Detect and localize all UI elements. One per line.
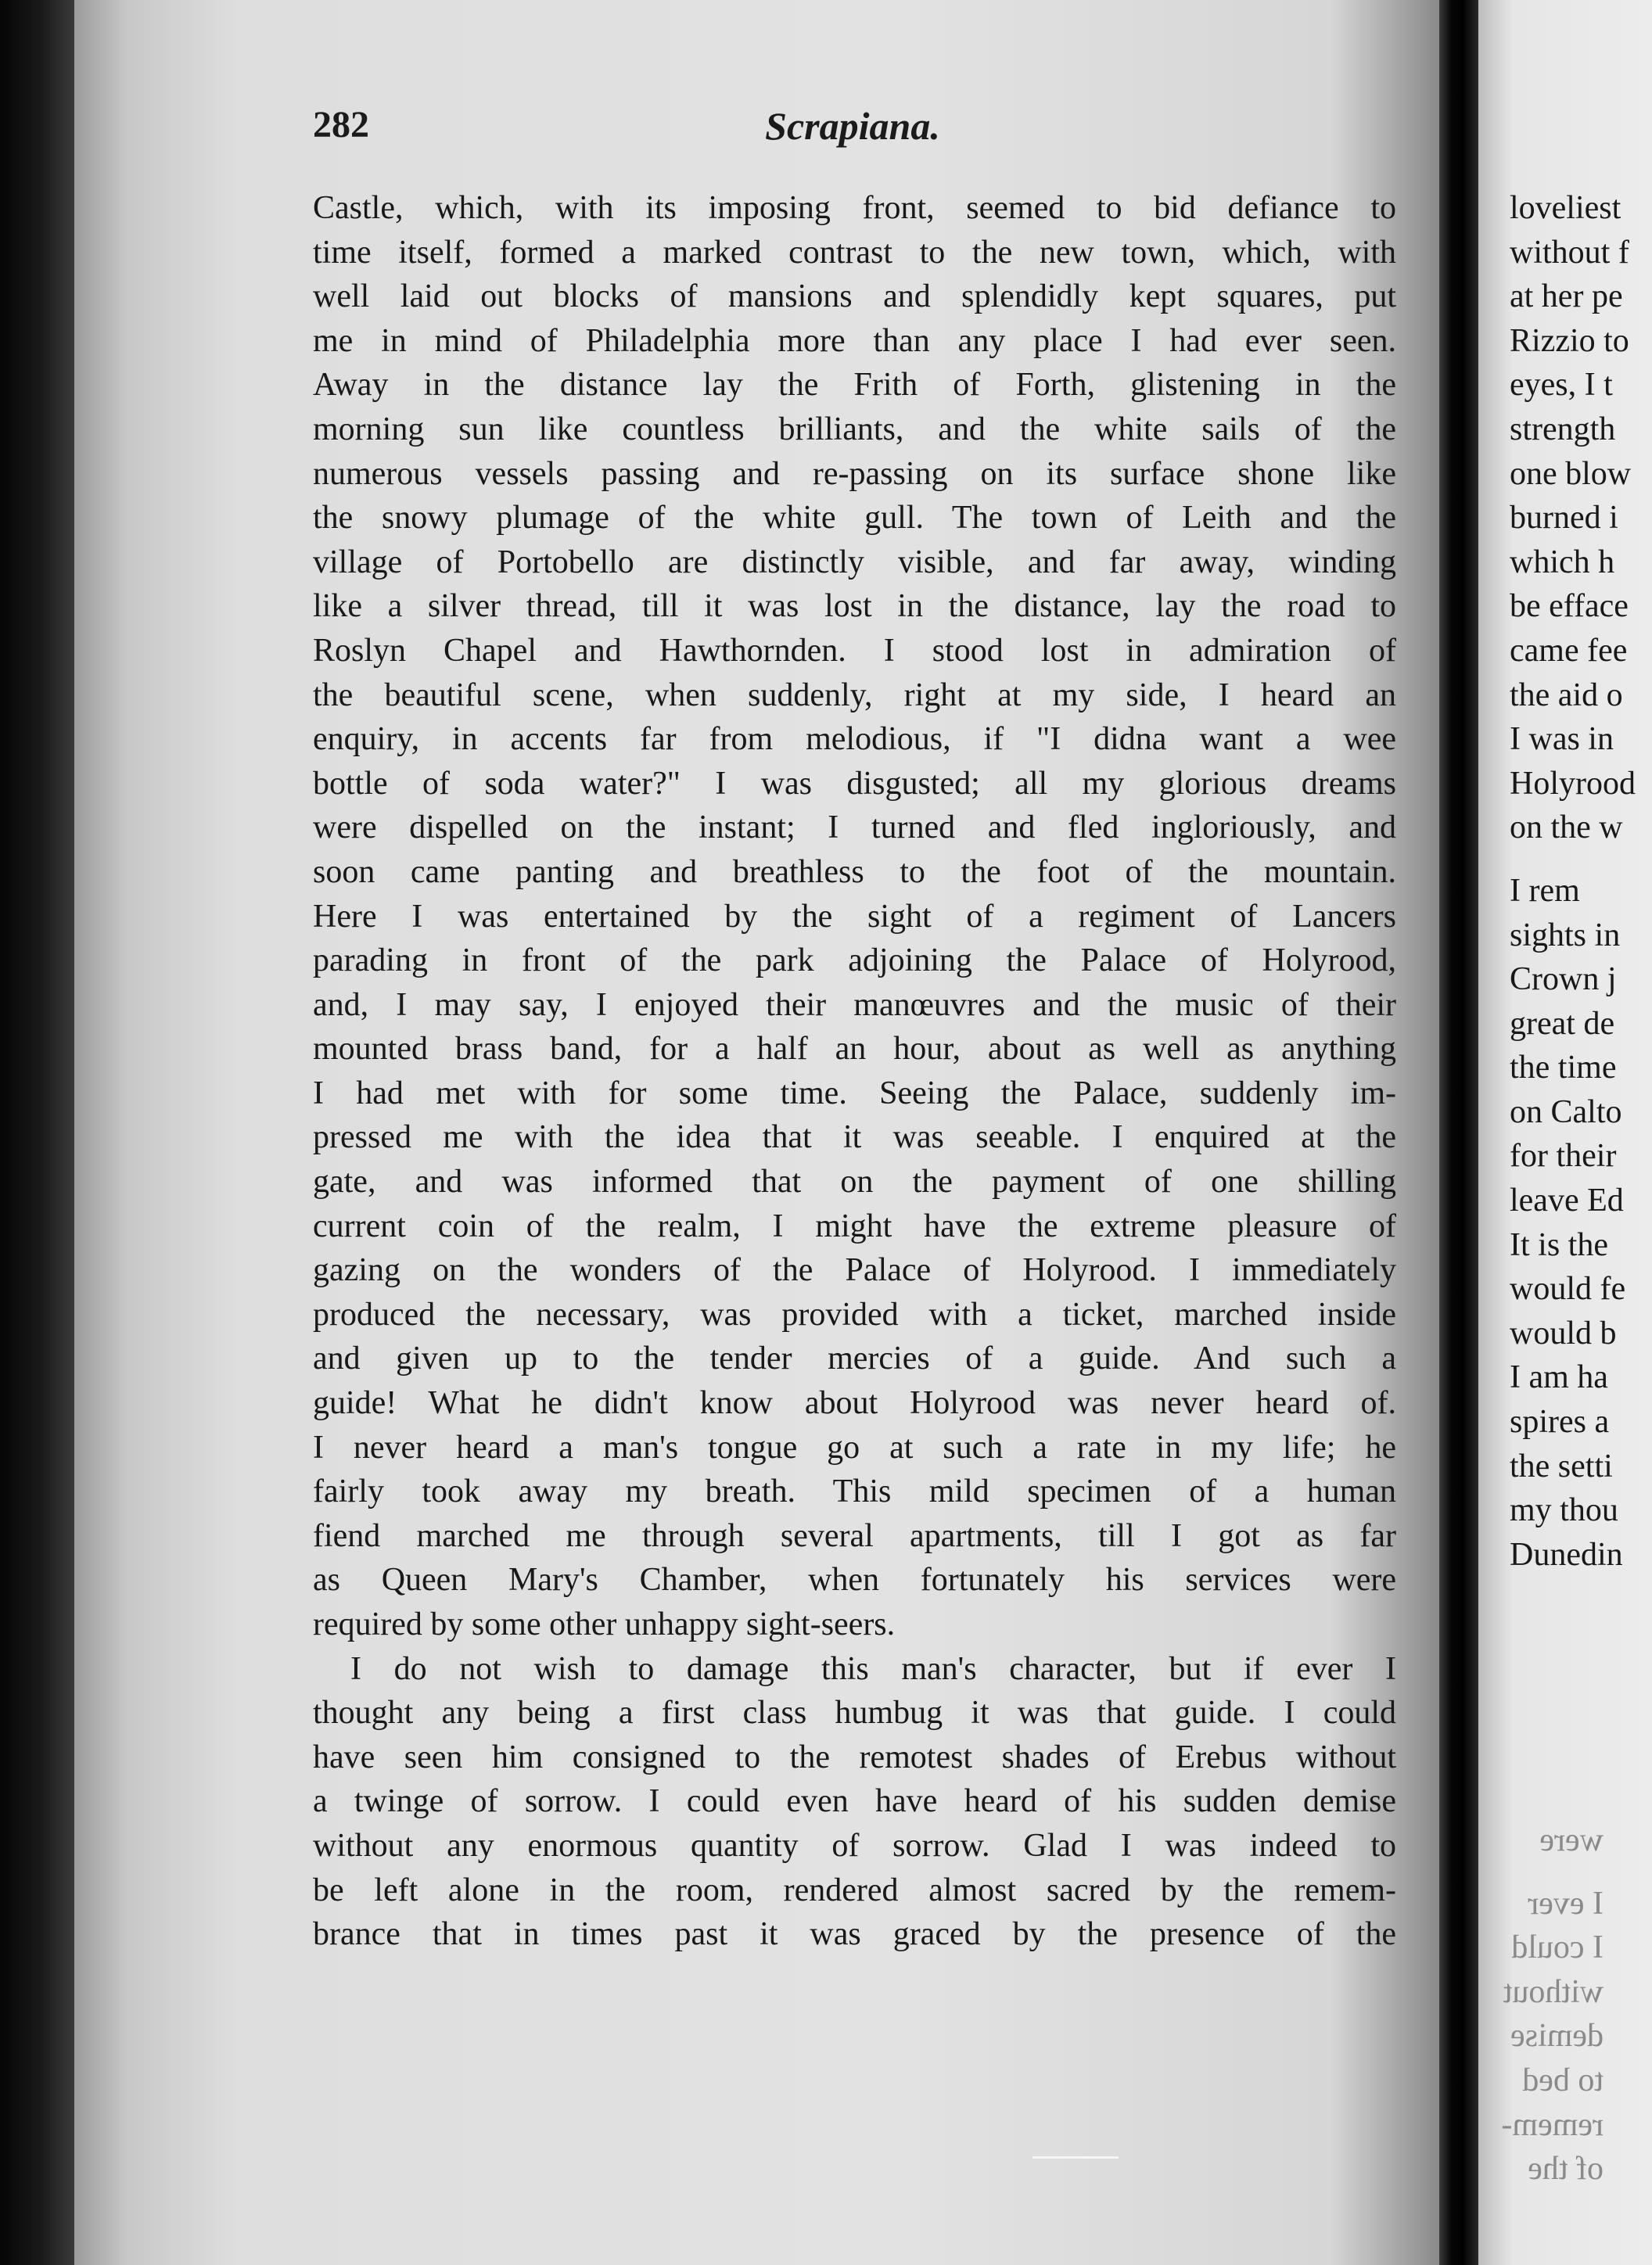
scan-left-edge [0,0,74,2265]
text-line: soon came panting and breathless to the foot of the mountain. [313,853,1396,890]
text-line: current coin of the realm, I might have the extreme pleasure of [313,1208,1396,1244]
text-line: Roslyn Chapel and Hawthornden. I stood lost in admiration of [313,632,1396,669]
text-line: numerous vessels passing and re-passing on its surface shone like [313,455,1396,492]
text-line: brance that in times past it was graced by the presence of the [313,1916,1396,1953]
text-line: on Calto [1510,1093,1622,1130]
text-line: I never heard a man's tongue go at such a rate in my life; he [313,1429,1396,1466]
text-line: burned i [1510,500,1618,537]
text-line: parading in front of the park adjoining the Palace of Holyrood, [313,942,1396,979]
text-line: on the w [1510,809,1623,846]
text-line: I had met with for some time. Seeing the Palace, suddenly im- [313,1075,1396,1111]
text-line: gazing on the wonders of the Palace of Holyrood. I immediately [313,1252,1396,1289]
text-line: and, I may say, I enjoyed their manœuvres and the music of their [313,986,1396,1023]
bleed-through-line: to bed [1522,2062,1604,2098]
text-line: produced the necessary, was provided with a ticket, marched inside [313,1296,1396,1333]
text-line: leave Ed [1510,1183,1624,1219]
running-title: Scrapiana. [765,104,940,148]
bleed-through-line: remem- [1501,2106,1604,2143]
paragraph-end-line: required by some other unhappy sight-seers. [313,1606,896,1642]
text-line: came fee [1510,632,1628,669]
text-line: were dispelled on the instant; I turned and fled ingloriously, and [313,809,1396,846]
text-line: have seen him consigned to the remotest shades of Erebus without [313,1739,1396,1775]
bleed-through-line: I ever [1528,1885,1604,1922]
text-line: village of Portobello are distinctly visible, and far away, winding [313,544,1396,580]
text-line: be left alone in the room, rendered almost sacred by the remem- [313,1872,1396,1908]
right-page [1478,0,1652,2265]
text-line: the setti [1510,1448,1613,1484]
text-line: fiend marched me through several apartments, till I got as far [313,1517,1396,1554]
text-line: fairly took away my breath. This mild specimen of a human [313,1474,1396,1510]
text-line: for their [1510,1138,1617,1175]
text-line: sights in [1510,917,1621,953]
text-line: be efface [1510,588,1629,625]
right-page-body [1510,186,1652,1577]
text-line: would fe [1510,1271,1626,1308]
bleed-through-line: I could [1511,1929,1604,1966]
text-line: Here I was entertained by the sight of a regiment of Lancers [313,898,1396,935]
text-line: bottle of soda water?" I was disgusted; all my glorious dreams [313,765,1396,802]
text-line: guide! What he didn't know about Holyrood was never heard of. [313,1385,1396,1422]
text-line: the time [1510,1050,1617,1086]
text-line: great de [1510,1005,1615,1042]
text-line: It is the [1510,1226,1608,1263]
page-header [313,103,1392,158]
text-line: my thou [1510,1492,1618,1529]
text-line: gate, and was informed that on the payment of one shilling [313,1164,1396,1201]
scan-artifact-mark [1032,2139,1119,2159]
text-line: enquiry, in accents far from melodious, if "I didna want a wee [313,721,1396,758]
book-gutter [1439,0,1478,2265]
text-line: which h [1510,544,1615,580]
text-line: one blow [1510,455,1632,492]
text-line: I was in [1510,721,1614,758]
text-line: eyes, I t [1510,367,1613,404]
text-line: mounted brass band, for a half an hour, about as well as anything [313,1031,1396,1068]
text-line: I am ha [1510,1359,1608,1396]
text-line: Away in the distance lay the Frith of Forth, glistening in the [313,367,1396,404]
bleed-through-line: were [1539,1822,1604,1858]
text-line: and given up to the tender mercies of a guide. And such a [313,1341,1396,1377]
bleed-through-line: demise [1510,2018,1604,2055]
bleed-through-line: of the [1528,2151,1604,2188]
text-line: the snowy plumage of the white gull. The town of Leith and the [313,500,1396,537]
text-line: would b [1510,1315,1617,1351]
right-page-bleed-through [1501,1818,1652,2191]
text-line: Dunedin [1510,1536,1623,1573]
text-line: the aid o [1510,677,1623,713]
text-line: strength [1510,411,1616,447]
text-line: I rem [1510,872,1580,909]
text-line: Rizzio to [1510,322,1629,359]
text-line: as Queen Mary's Chamber, when fortunately his services were [313,1562,1396,1599]
text-line: the beautiful scene, when suddenly, right at my side, I heard an [313,677,1396,713]
text-line: like a silver thread, till it was lost in the distance, lay the road to [313,588,1396,625]
text-line: without any enormous quantity of sorrow. Glad I was indeed to [313,1827,1396,1864]
text-line: well laid out blocks of mansions and splendidly kept squares, put [313,278,1396,315]
text-line: without f [1510,234,1629,271]
text-line: spires a [1510,1404,1610,1441]
text-line: pressed me with the idea that it was seeable. I enquired at the [313,1119,1396,1156]
text-line: Castle, which, with its imposing front, seemed to bid defiance to [313,190,1396,226]
text-line: Crown j [1510,961,1617,998]
text-line: time itself, formed a marked contrast to the new town, which, with [313,234,1396,271]
text-line: Holyrood [1510,765,1636,802]
left-page-body [313,186,1396,1957]
text-line: morning sun like countless brilliants, and the white sails of the [313,411,1396,447]
paragraph-start-line: I do not wish to damage this man's character, but if ever I [350,1650,1396,1687]
text-line: me in mind of Philadelphia more than any place I had ever seen. [313,322,1396,359]
text-line: a twinge of sorrow. I could even have heard of his sudden demise [313,1783,1396,1820]
page-number: 282 [313,104,369,145]
bleed-through-line: without [1503,1973,1604,2010]
text-line: thought any being a first class humbug it was that guide. I could [313,1695,1396,1732]
text-line: at her pe [1510,278,1623,315]
text-line: loveliest [1510,190,1621,226]
